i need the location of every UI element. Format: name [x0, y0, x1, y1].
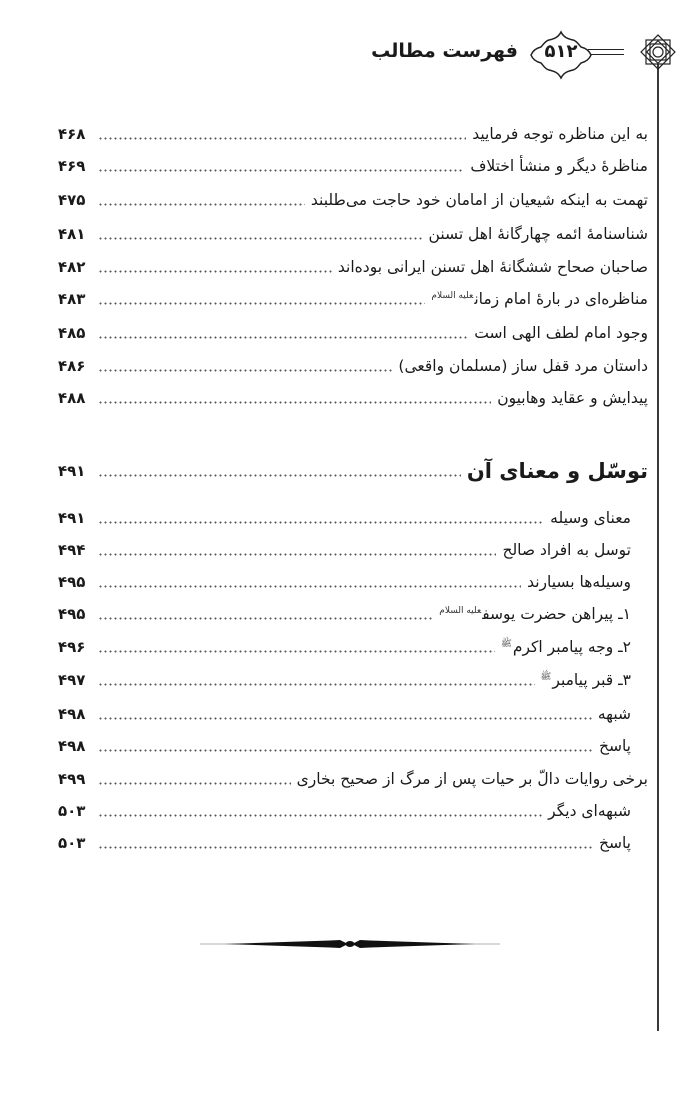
toc-entry[interactable]	[58, 320, 648, 346]
toc-entry-page: ۴۹۹	[58, 770, 86, 788]
toc-section-heading[interactable]	[58, 455, 648, 487]
toc-entry-title: صاحبان صحاح ششگانهٔ اهل تسنن ایرانی بوده‌اند	[337, 258, 648, 276]
dot-leader	[98, 782, 291, 785]
dot-leader	[98, 617, 433, 620]
toc-entry-title-text: ۱ـ پیراهن حضرت یوسف	[482, 605, 631, 623]
toc-entry-title: معنای وسیله	[550, 509, 631, 527]
dot-leader	[98, 814, 542, 817]
toc-entry[interactable]	[58, 798, 631, 824]
dot-leader	[98, 553, 496, 556]
toc-heading-page: ۴۹۱	[58, 462, 86, 480]
toc-entry[interactable]	[58, 601, 631, 627]
toc-entry[interactable]	[58, 537, 631, 563]
toc-entry[interactable]	[58, 385, 648, 411]
toc-entry[interactable]	[58, 121, 648, 147]
toc-entry-page: ۵۰۳	[58, 834, 86, 852]
toc-entry-page: ۴۹۴	[58, 541, 86, 559]
dot-leader	[98, 237, 423, 240]
toc-entry-title: شبهه‌ای دیگر	[548, 802, 631, 820]
toc-entry-page: ۴۹۱	[58, 509, 86, 527]
toc-entry[interactable]	[58, 286, 648, 312]
dot-leader	[98, 401, 491, 404]
toc-entry[interactable]	[58, 221, 648, 247]
honorific-ligature: عليه السلام	[439, 605, 482, 616]
toc-entry[interactable]	[58, 505, 631, 531]
toc-entry-title: پیدایش و عقاید وهابیون	[497, 389, 648, 407]
dot-leader	[98, 270, 332, 273]
dot-leader	[98, 203, 305, 206]
honorific-ligature: ﷺ	[501, 639, 512, 650]
toc-entry-title: پاسخ	[598, 834, 631, 852]
toc-entry-title: داستان مرد قفل ساز (مسلمان واقعی)	[398, 357, 648, 375]
toc-entry-title: به این مناظره توجه فرمایید	[472, 125, 648, 143]
toc-entry-page: ۴۹۸	[58, 737, 86, 755]
toc-heading-title: توسّل و معنای آن	[466, 459, 648, 483]
toc-entry-title	[439, 605, 631, 623]
toc-entry-title	[501, 637, 631, 656]
toc-entry-title-text: مناظره‌ای در بارهٔ امام زمان	[474, 290, 648, 308]
dot-leader	[98, 585, 521, 588]
toc-entry-page: ۴۸۲	[58, 258, 86, 276]
toc-entry-title: تهمت به اینکه شیعیان از امامان خود حاجت می‌طلبند	[310, 191, 648, 209]
toc-entry[interactable]	[58, 667, 631, 693]
toc-entry-title-text: ۲ـ وجه پیامبر اکرم	[512, 638, 631, 657]
dot-leader	[98, 717, 592, 720]
toc-entry-title: وجود امام لطف الهی است	[474, 324, 648, 342]
toc-entry-page: ۴۸۳	[58, 290, 86, 308]
page-number: ۵۱۲	[544, 41, 578, 62]
dot-leader	[98, 521, 544, 524]
toc-entry-page: ۴۹۶	[58, 638, 86, 656]
dot-leader	[98, 749, 593, 752]
ornamental-divider	[200, 932, 500, 956]
toc-entry-page: ۴۹۷	[58, 671, 86, 689]
toc-entry-page: ۴۸۵	[58, 324, 86, 342]
toc-entry[interactable]	[58, 569, 631, 595]
toc-entry-title: شناسنامهٔ ائمه چهارگانهٔ اهل تسنن	[428, 225, 648, 243]
toc-entry[interactable]	[58, 187, 648, 213]
toc-entry-page: ۴۸۶	[58, 357, 86, 375]
dot-leader	[98, 336, 468, 339]
page-frame-vertical-line	[657, 64, 659, 1031]
toc-entry-title-text: ۳ـ قبر پیامبر	[552, 671, 631, 690]
toc-entry-page: ۴۶۸	[58, 125, 86, 143]
honorific-ligature: عليه السلام	[431, 290, 474, 301]
toc-entry-title: وسیله‌ها بسیارند	[527, 573, 631, 591]
dot-leader	[98, 169, 464, 172]
table-of-contents	[58, 0, 648, 900]
toc-entry-title	[541, 670, 631, 689]
dot-leader	[98, 302, 425, 305]
toc-entry-page: ۴۸۸	[58, 389, 86, 407]
toc-entry-title: پاسخ	[598, 737, 631, 755]
dot-leader	[98, 846, 593, 849]
honorific-ligature: ﷺ	[540, 672, 552, 683]
toc-entry-page: ۴۷۵	[58, 191, 86, 209]
toc-entry[interactable]	[58, 701, 631, 727]
dot-leader	[98, 137, 466, 140]
dot-leader	[98, 474, 461, 477]
toc-entry[interactable]	[58, 634, 631, 660]
running-header-title: فهرست مطالب	[371, 40, 518, 62]
toc-entry[interactable]	[58, 830, 631, 856]
dot-leader	[98, 369, 392, 372]
toc-entry-page: ۴۸۱	[58, 225, 86, 243]
dot-leader	[98, 650, 495, 653]
toc-entry-title: برخی روایات دالّ بر حیات پس از مرگ از صحیح بخاری	[296, 770, 648, 788]
dot-leader	[98, 683, 535, 686]
toc-entry[interactable]	[58, 766, 648, 792]
toc-entry-page: ۴۹۵	[58, 605, 86, 623]
toc-entry-page: ۴۹۸	[58, 705, 86, 723]
toc-entry-title: توسل به افراد صالح	[502, 541, 631, 559]
toc-entry[interactable]	[58, 353, 648, 379]
toc-entry-page: ۴۶۹	[58, 157, 86, 175]
toc-entry-title: شبهه	[597, 705, 631, 723]
toc-entry-page: ۴۹۵	[58, 573, 86, 591]
toc-entry[interactable]	[58, 153, 648, 179]
toc-entry[interactable]	[58, 733, 631, 759]
toc-entry-title: مناظرهٔ دیگر و منشأ اختلاف	[470, 157, 648, 175]
toc-entry-title	[431, 290, 648, 308]
toc-entry[interactable]	[58, 254, 648, 280]
toc-entry-page: ۵۰۳	[58, 802, 86, 820]
